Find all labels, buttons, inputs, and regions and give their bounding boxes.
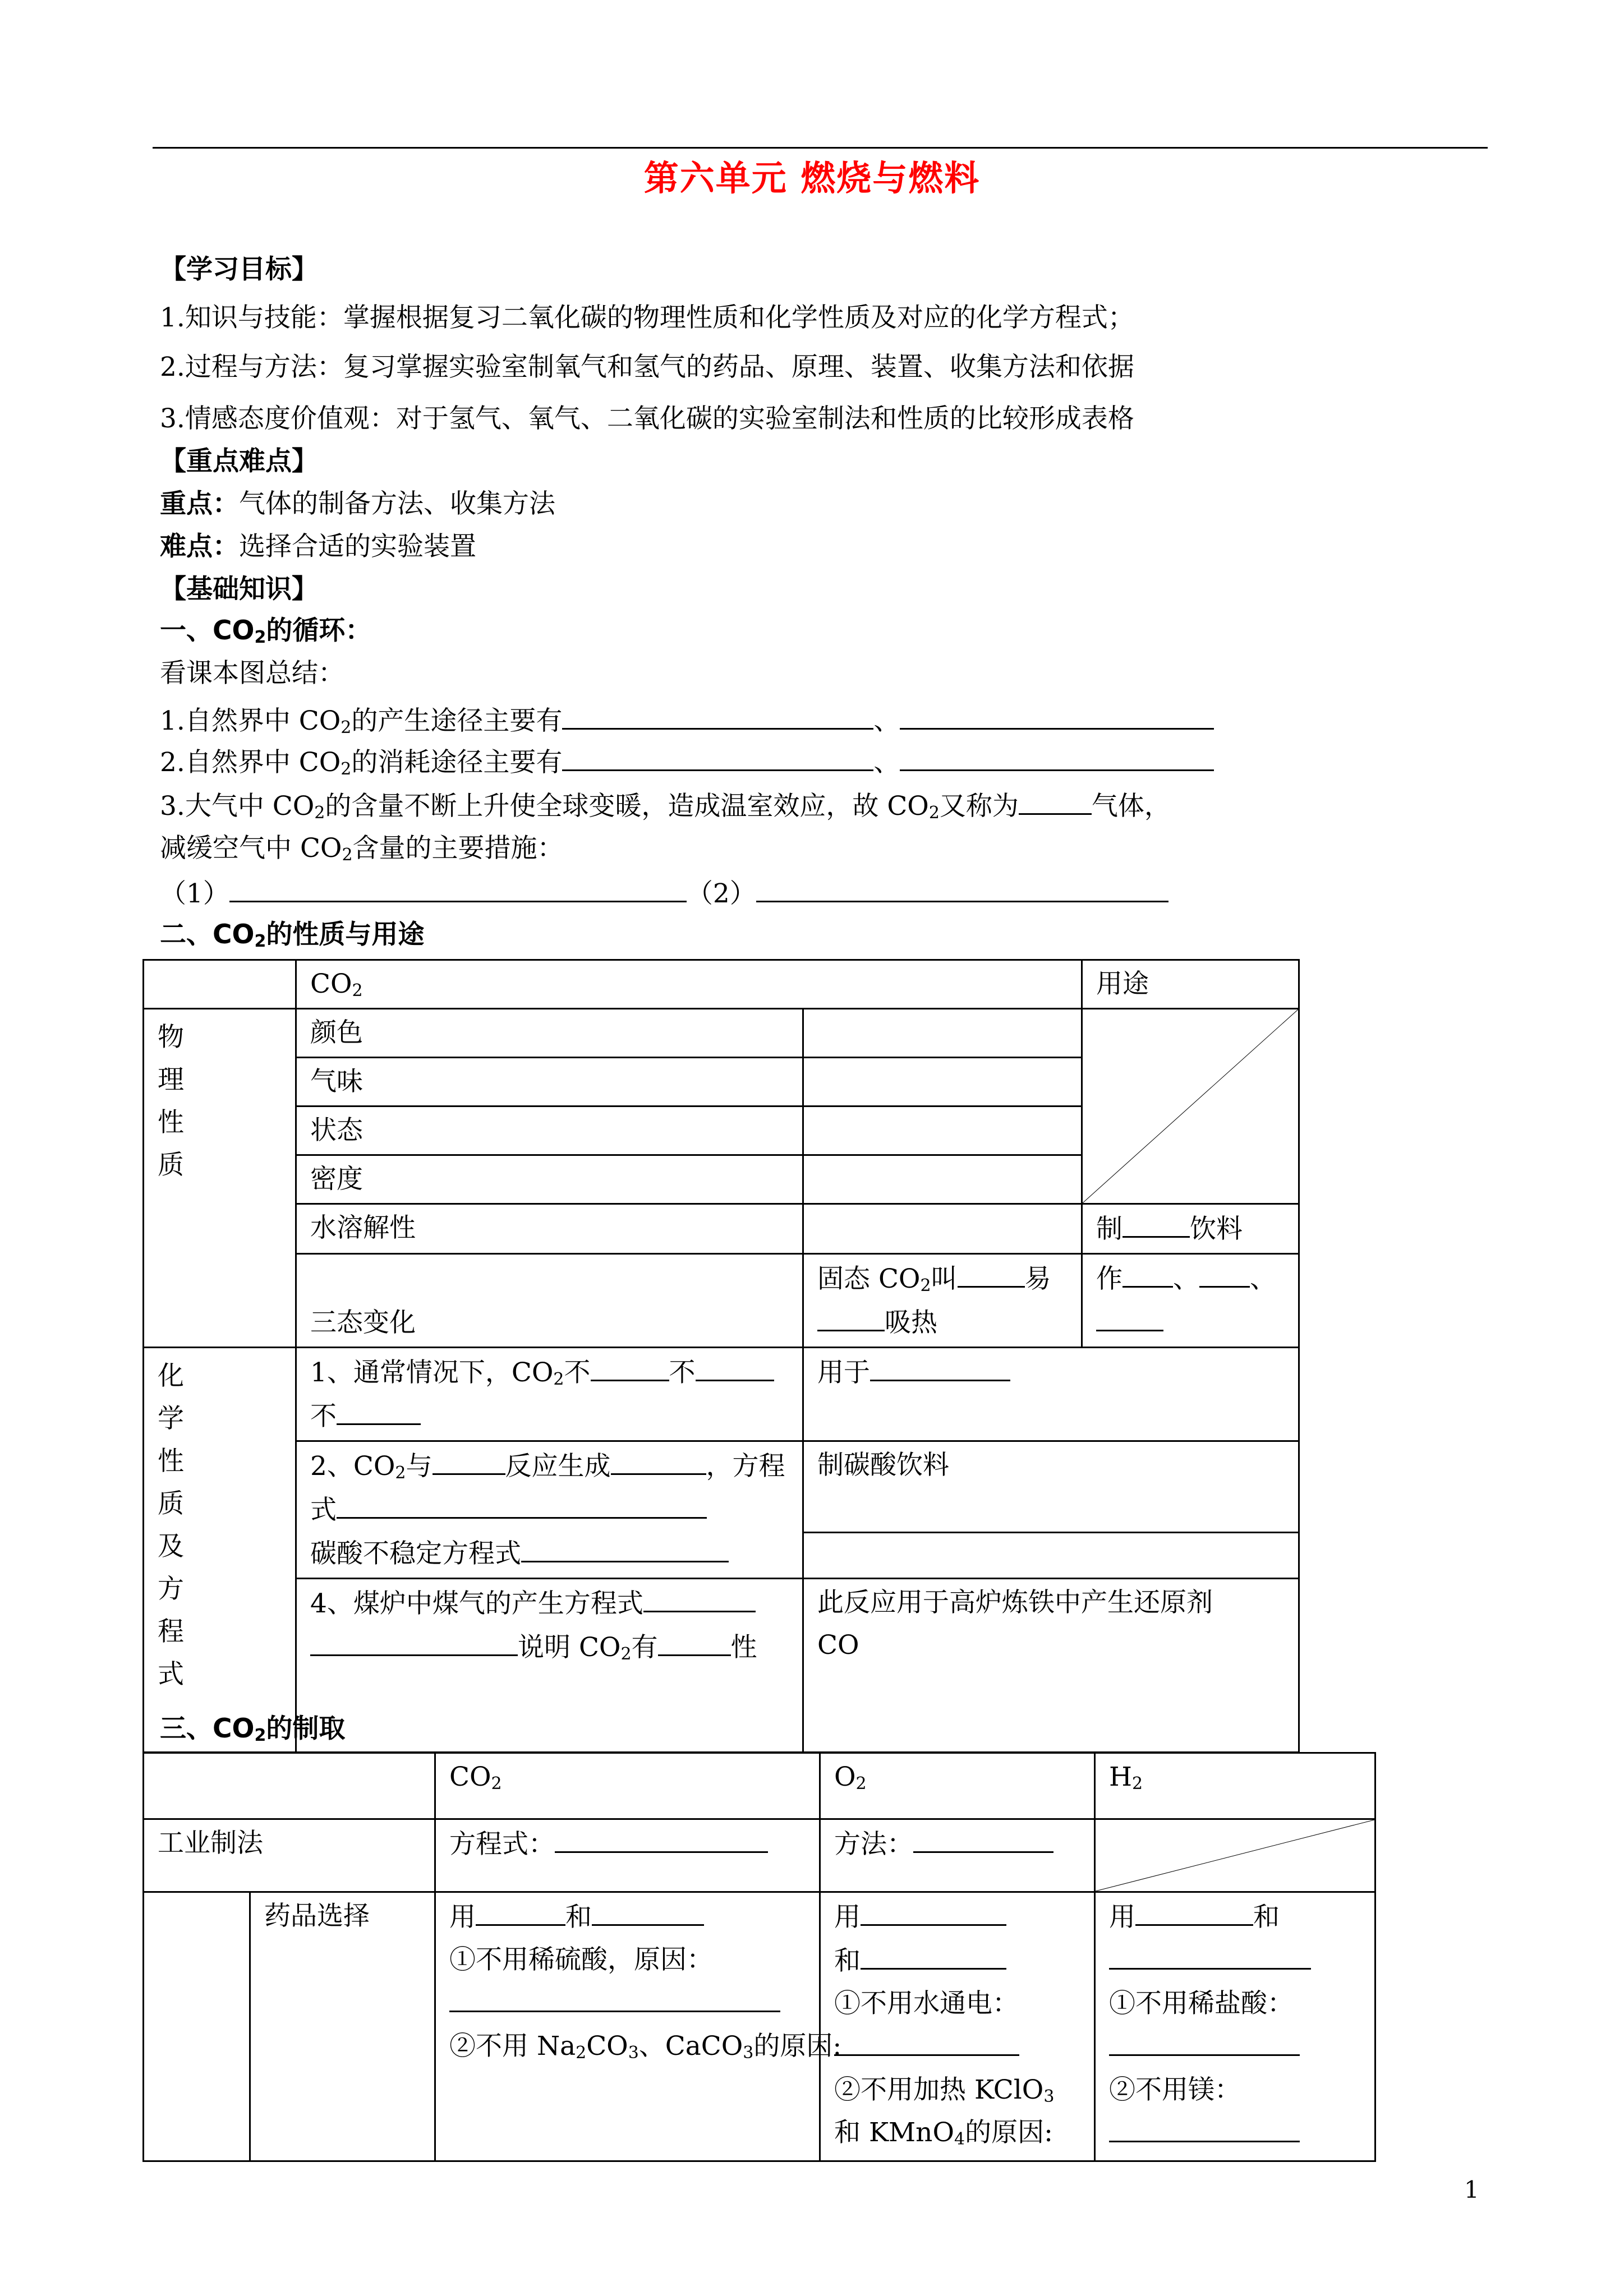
question-4: 减缓空气中 $CO_2$含量的主要措施： [160,833,564,865]
key-points-heading: 【重点难点】 [160,446,318,477]
goal-3: 3.情感态度价值观：对于氢气、氧气、二氧化碳的实验室制法和性质的比较形成表格 [160,403,1134,434]
answer-blank[interactable] [433,1444,505,1475]
use-drink: 制 饮料 [1082,1204,1299,1254]
answer-blank[interactable] [861,1939,1006,1970]
lab-method-label [144,1892,250,2161]
use-soda-cell: 制碳酸饮料 [803,1441,1299,1533]
answer-blank[interactable] [555,1822,768,1853]
properties-table [142,959,1300,1753]
answer-blank[interactable] [817,1301,885,1331]
answer-blank[interactable] [1109,1939,1311,1970]
answer-blank[interactable] [900,741,1214,771]
answer-blank[interactable] [337,1394,421,1425]
answer-blank[interactable] [1135,1895,1253,1926]
row-smell-label: 气味 [296,1058,803,1106]
question-2: 2.自然界中 $CO_2$的消耗途径主要有 、 [160,741,1214,782]
industry-o2: 方法： [820,1819,1095,1892]
answer-blank[interactable] [834,2025,1019,2056]
difficulty-point: 难点：选择合适的实验装置 [160,531,476,562]
use-for-cell: 用于 [803,1348,1299,1441]
basic-heading: 【基础知识】 [160,574,318,605]
answer-blank[interactable] [591,1350,669,1381]
header-co2: $CO_2$ [435,1753,820,1819]
solid-co2-cell: 固态 $CO_2$叫 易 吸热 [803,1254,1082,1348]
row-density-label: 密度 [296,1155,803,1204]
chem-item-4: 4、煤炉中煤气的产生方程式 说明 $CO_2$有 性 [296,1579,803,1753]
header-co2: $CO_2$ [296,960,1082,1009]
page-number: 1 [1464,2176,1479,2203]
question-3: 3.大气中 $CO_2$的含量不断上升使全球变暖，造成温室效应，故 $CO_2$又称为 气体， [160,785,1171,826]
answer-cell[interactable] [803,1009,1082,1058]
row-three-state-label: 三态变化 [296,1254,803,1348]
industry-label: 工业制法 [144,1819,435,1892]
drug-h2: 用 和 ①不用稀盐酸： ②不用镁： [1095,1892,1375,2161]
answer-blank[interactable] [592,1895,704,1926]
section-1-intro: 看课本图总结： [160,658,344,689]
diagonal-cell [1082,1009,1299,1204]
answer-blank[interactable] [310,1625,518,1656]
chem-item-2: 2、$CO_2$与 反应生成 ，方程 式 碳酸不稳定方程式 [296,1441,803,1579]
preparation-table [142,1752,1376,2162]
answer-blank[interactable] [449,1981,780,2012]
answer-blank[interactable] [958,1257,1025,1288]
answer-blank[interactable] [756,873,1168,902]
answer-blank[interactable] [1019,785,1092,815]
section-1-heading: 一、$CO_2$的循环： [160,615,372,647]
use-furnace-cell: 此反应用于高炉炼铁中产生还原剂 CO [803,1579,1299,1753]
goal-2: 2.过程与方法：复习掌握实验室制氧气和氢气的药品、原理、装置、收集方法和依据 [160,352,1134,382]
answer-blank[interactable] [1199,1257,1250,1288]
answer-blank[interactable] [1122,1257,1173,1288]
drug-choice-label: 药品选择 [250,1892,435,2161]
answer-blank[interactable] [1122,1207,1190,1238]
answer-blank[interactable] [643,1582,756,1612]
diagonal-line [1083,1009,1298,1203]
page-title: 第六单元 燃烧与燃料 [643,158,981,199]
answer-blank[interactable] [611,1444,706,1475]
answer-blank[interactable] [1109,2025,1300,2056]
section-3-heading: 三、$CO_2$的制取 [160,1713,346,1745]
answer-cell[interactable] [803,1204,1082,1254]
chemical-property-label: 化 学 性 质 及 方 程 式 [144,1348,296,1753]
diagonal-cell [1095,1819,1375,1892]
answer-blank[interactable] [658,1625,731,1656]
answer-blank[interactable] [562,741,873,771]
answer-blank[interactable] [562,700,873,730]
header-h2: $H_2$ [1095,1753,1375,1819]
key-point: 重点：气体的制备方法、收集方法 [160,488,555,519]
answer-blank[interactable] [337,1488,707,1519]
drug-o2: 用 和 ①不用水通电： ②不用加热 KClO$_3$ 和 KMnO$_4$的原因: [820,1892,1095,2161]
header-rule [153,147,1488,149]
answer-blank[interactable] [861,1895,1006,1926]
answer-cell[interactable] [803,1533,1299,1579]
header-o2: $O_2$ [820,1753,1095,1819]
drug-co2: 用 和 ①不用稀硫酸，原因： ②不用 $Na_2CO_3$、CaCO$_3$的原因: [435,1892,820,2161]
answer-blank[interactable] [521,1532,729,1562]
measures-row: （1） （2） [160,873,1168,914]
answer-blank[interactable] [1096,1301,1163,1331]
chem-item-1: 1、通常情况下，$CO_2$不 不 不 [296,1348,803,1441]
section-2-heading: 二、$CO_2$的性质与用途 [160,919,425,951]
answer-blank[interactable] [900,700,1214,730]
table-corner [144,960,296,1009]
answer-cell[interactable] [803,1106,1082,1155]
answer-blank[interactable] [913,1822,1053,1853]
answer-blank[interactable] [696,1350,774,1381]
row-solubility-label: 水溶解性 [296,1204,803,1254]
goals-heading: 【学习目标】 [160,254,318,285]
row-color-label: 颜色 [296,1009,803,1058]
physical-property-label: 物 理 性 质 [144,1009,296,1348]
question-1: 1.自然界中 $CO_2$的产生途径主要有 、 [160,700,1214,741]
answer-blank[interactable] [229,873,687,902]
use-as-cell: 作 、 、 [1082,1254,1299,1348]
industry-co2: 方程式： [435,1819,820,1892]
table-corner [144,1753,435,1819]
answer-cell[interactable] [803,1155,1082,1204]
row-state-label: 状态 [296,1106,803,1155]
answer-cell[interactable] [803,1058,1082,1106]
answer-blank[interactable] [1109,2111,1300,2142]
header-use: 用途 [1082,960,1299,1009]
diagonal-line [1096,1820,1374,1891]
answer-blank[interactable] [870,1350,1010,1381]
answer-blank[interactable] [476,1895,565,1926]
goal-1: 1.知识与技能：掌握根据复习二氧化碳的物理性质和化学性质及对应的化学方程式； [160,302,1134,333]
